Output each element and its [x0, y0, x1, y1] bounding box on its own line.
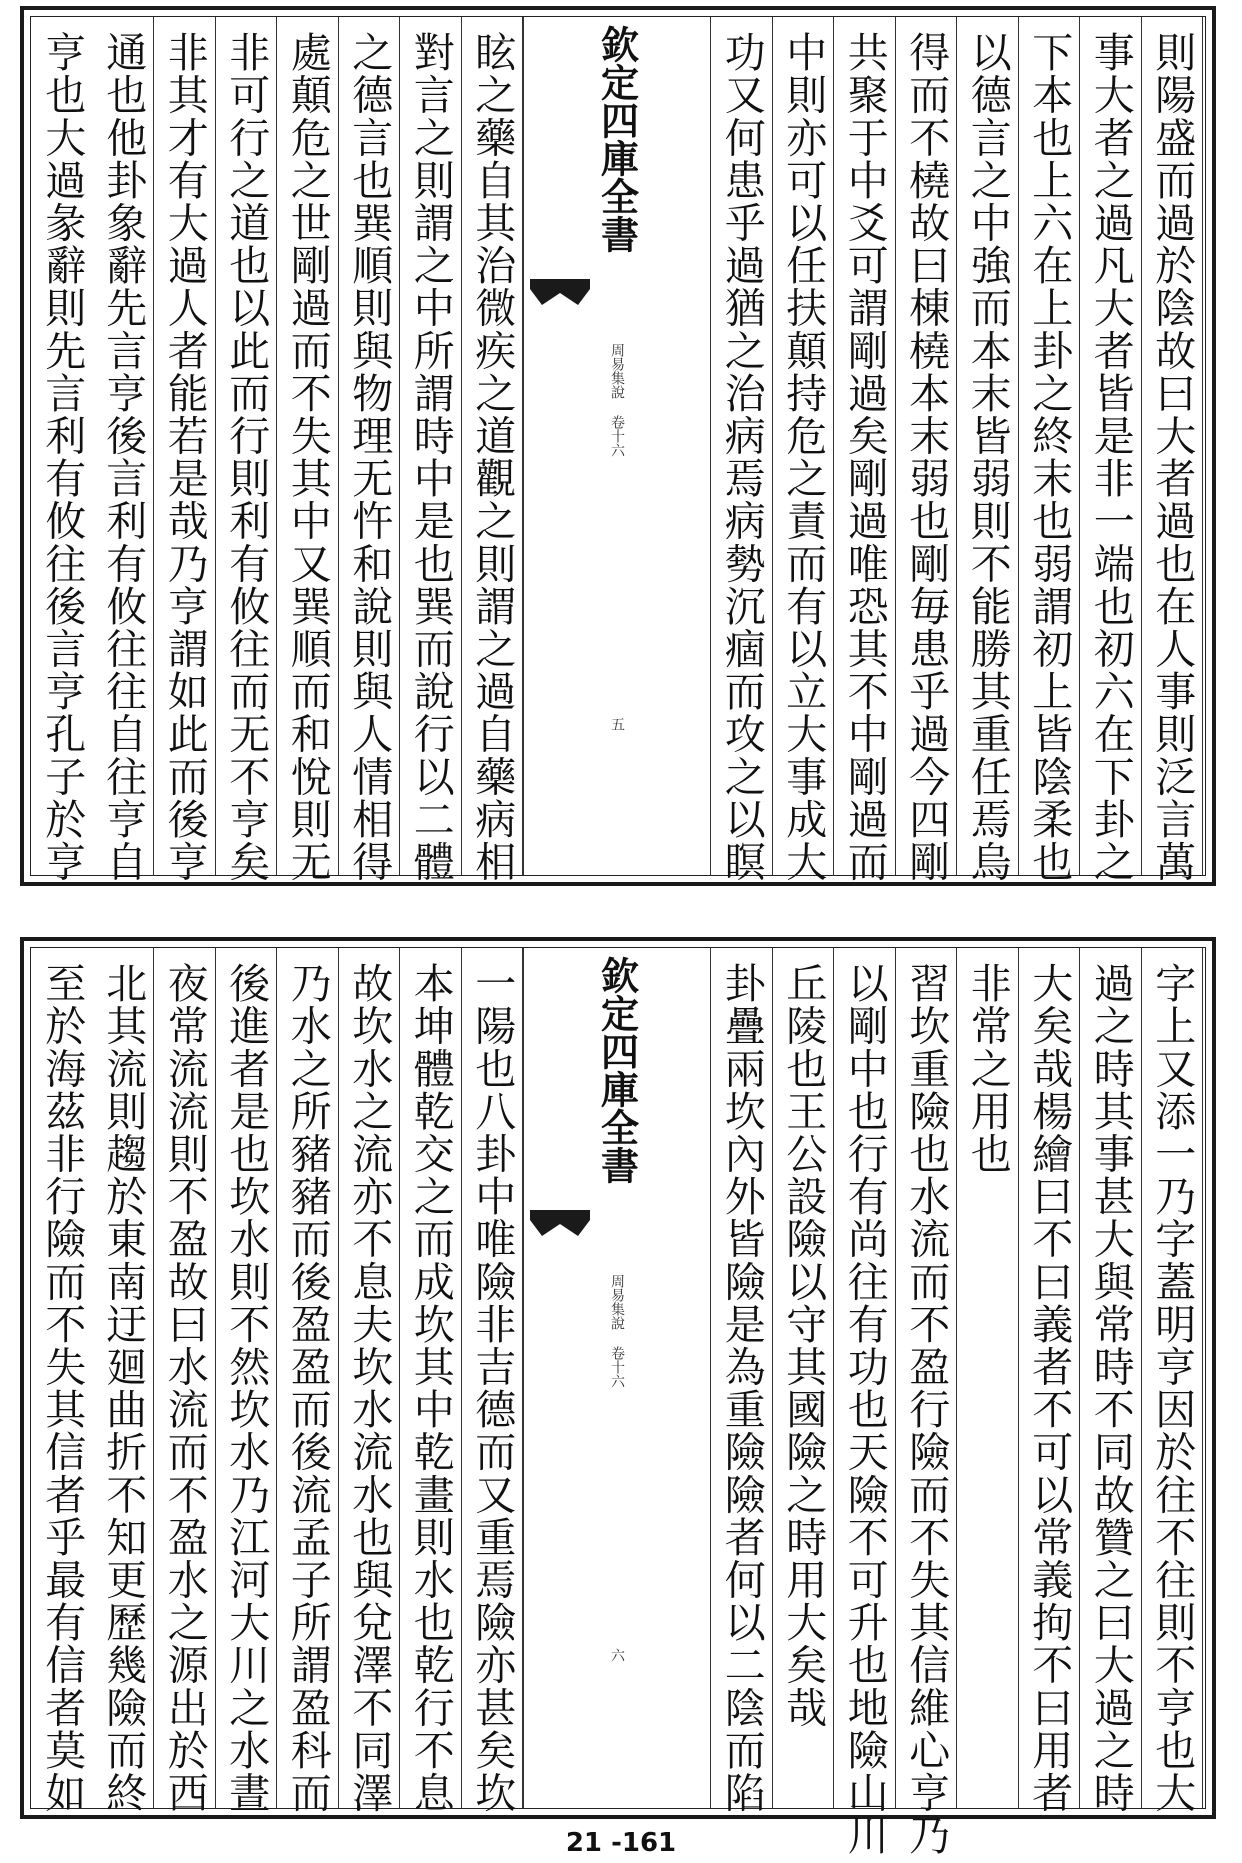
- lower-column-text: 非常之用也: [963, 962, 1012, 1175]
- lower-column-text: 大矣哉楊繪曰不曰義者不可以常義拘不曰用者: [1025, 962, 1074, 1814]
- lower-column-text: 過之時其事甚大與常時不同故贊之曰大過之時: [1086, 962, 1135, 1814]
- upper-column-text: 得而不橈故曰棟橈本末弱也剛毎患乎過今四剛: [902, 31, 951, 883]
- lower-column-r3: [1019, 948, 1081, 1814]
- spacer: [609, 1330, 625, 1346]
- lower-column-l1: [462, 948, 524, 1814]
- upper-column-r4: [957, 17, 1019, 883]
- lower-column-l7: [93, 948, 155, 1814]
- upper-column-r1: [1142, 17, 1204, 883]
- lower-column-r6: [834, 948, 896, 1857]
- upper-column-r2: [1080, 17, 1142, 883]
- fishtail-ornament-icon: [530, 279, 590, 305]
- lower-book-volume-label: [607, 1274, 627, 1388]
- lower-column-text: 乃水之所豬豬而後盈盈而後流孟子所謂盈科而: [283, 962, 332, 1814]
- upper-column-l3: [339, 17, 401, 883]
- lower-column-text: 後進者是也坎水則不然坎水乃江河大川之水晝: [222, 962, 271, 1814]
- upper-column-l8: [31, 17, 93, 883]
- lower-column-text: 至於海茲非行險而不失其信者乎最有信者莫如: [38, 962, 87, 1814]
- lower-column-text: 故坎水之流亦不息夫坎水流水也與兌澤不同澤: [345, 962, 394, 1814]
- upper-column-r3: [1019, 17, 1081, 883]
- lower-column-text: 一陽也八卦中唯險非吉德而又重焉險亦甚矣坎: [468, 962, 517, 1814]
- upper-column-r7: [773, 17, 835, 883]
- spacer: [609, 399, 625, 415]
- page-number: 21 -161: [565, 1828, 677, 1858]
- lower-column-r1: [1142, 948, 1204, 1814]
- upper-column-r5: [896, 17, 958, 883]
- upper-column-text: 之德言也巽順則與物理无忤和說則與人情相得: [345, 31, 394, 883]
- lower-column-text: 以剛中也行有尚往有功也天險不可升也地險山川: [840, 962, 889, 1857]
- lower-column-r4: [957, 948, 1019, 1808]
- lower-column-r2: [1080, 948, 1142, 1814]
- upper-column-text: 亨也大過彖辭則先言利有攸往後言亨孔子於亨: [38, 31, 87, 883]
- fishtail-ornament-icon: [530, 1210, 590, 1236]
- upper-column-text: 處顛危之世剛過而不失其中又巽順而和悅則无: [283, 31, 332, 883]
- lower-volume: 卷十六: [609, 1346, 625, 1388]
- upper-volume: 卷十六: [609, 415, 625, 457]
- upper-collection-title: 欽定四庫全書: [594, 25, 640, 253]
- upper-column-l7: [93, 17, 155, 883]
- lower-column-r8: [711, 948, 773, 1814]
- lower-column-l4: [277, 948, 339, 1814]
- upper-column-text: 則陽盛而過於陰故曰大者過也在人事則泛言萬: [1148, 31, 1197, 883]
- lower-center-strip: [523, 948, 711, 1808]
- upper-column-l6: [154, 17, 216, 883]
- lower-column-text: 習坎重險也水流而不盈行險而不失其信維心亨乃: [902, 962, 951, 1857]
- upper-folio-number: 五: [609, 717, 625, 731]
- lower-column-l6: [154, 948, 216, 1814]
- upper-column-text: 下本也上六在上卦之終末也弱謂初上皆陰柔也: [1025, 31, 1074, 883]
- lower-column-r5: [896, 948, 958, 1857]
- upper-book-title: 周易集說: [609, 343, 625, 399]
- lower-column-text: 本坤體乾交之而成坎其中乾畫則水也乾行不息: [406, 962, 455, 1814]
- upper-column-l4: [277, 17, 339, 883]
- lower-column-l8: [31, 948, 93, 1814]
- lower-column-r7: [773, 948, 835, 1808]
- upper-page-frame: [30, 16, 1206, 883]
- upper-column-text: 功又何患乎過猶之治病焉病勢沉痼而攻之以瞑: [717, 31, 766, 883]
- upper-column-l2: [400, 17, 462, 883]
- lower-column-text: 字上又添一乃字蓋明亨因於往不往則不亨也大: [1148, 962, 1197, 1814]
- upper-column-text: 非可行之道也以此而行則利有攸往而无不亨矣: [222, 31, 271, 883]
- upper-book-volume-label: [607, 343, 627, 457]
- upper-column-l1: [462, 17, 524, 883]
- lower-column-text: 丘陵也王公設險以守其國險之時用大矣哉: [779, 962, 828, 1729]
- upper-column-text: 中則亦可以任扶顛持危之責而有以立大事成大: [779, 31, 828, 883]
- lower-column-text: 北其流則趨於東南迂廻曲折不知更歷幾險而終: [99, 962, 148, 1814]
- upper-column-text: 事大者之過凡大者皆是非一端也初六在下卦之: [1086, 31, 1135, 883]
- upper-center-strip: [523, 17, 711, 875]
- upper-column-r8: [711, 17, 773, 883]
- lower-column-l5: [216, 948, 278, 1814]
- upper-column-text: 以德言之中強而本末皆弱則不能勝其重任焉烏: [963, 31, 1012, 883]
- lower-book-title: 周易集說: [609, 1274, 625, 1330]
- lower-column-l3: [339, 948, 401, 1814]
- upper-column-l5: [216, 17, 278, 883]
- upper-page: [20, 6, 1216, 886]
- upper-column-text: 共聚于中爻可謂剛過矣剛過唯恐其不中剛過而: [840, 31, 889, 883]
- lower-column-l2: [400, 948, 462, 1814]
- upper-column-r6: [834, 17, 896, 883]
- upper-column-text: 眩之藥自其治微疾之道觀之則謂之過自藥病相: [468, 31, 517, 883]
- lower-folio-number: 六: [609, 1648, 625, 1662]
- lower-column-text: 夜常流流則不盈故曰水流而不盈水之源出於西: [160, 962, 209, 1814]
- lower-collection-title: 欽定四庫全書: [594, 956, 640, 1184]
- upper-column-text: 對言之則謂之中所謂時中是也巽而說行以二體: [406, 31, 455, 883]
- lower-column-text: 卦疊兩坎內外皆險是為重險險者何以二陰而陷: [717, 962, 766, 1814]
- upper-column-text: 通也他卦象辭先言亨後言利有攸往往自往亨自: [99, 31, 148, 883]
- upper-column-text: 非其才有大過人者能若是哉乃亨謂如此而後亨: [160, 31, 209, 883]
